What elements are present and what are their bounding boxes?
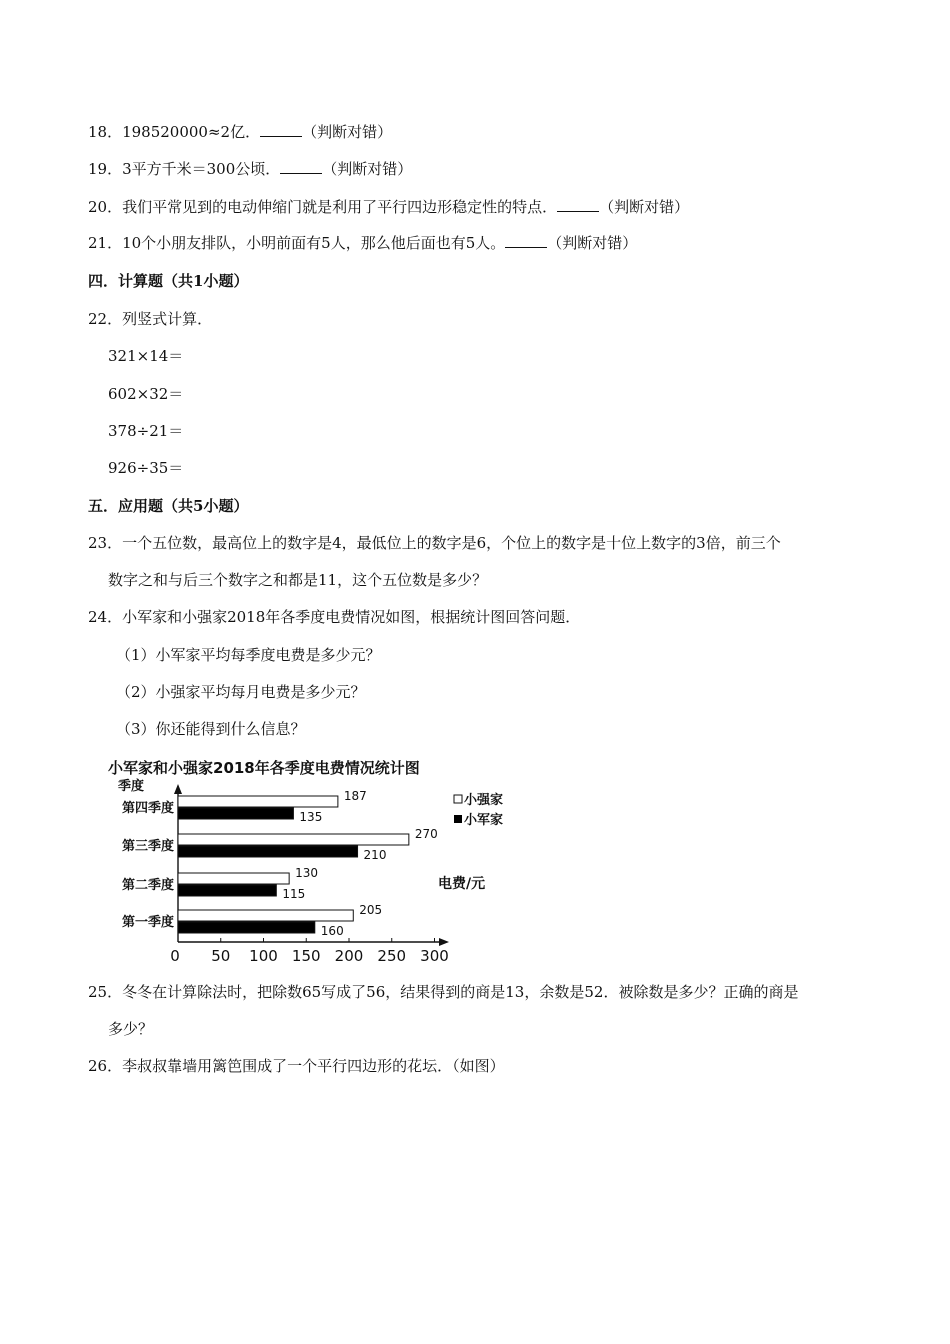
- y-axis-arrow: [174, 784, 182, 794]
- section-heading-application: 五．应用题（共5小题）: [88, 497, 249, 515]
- question-21: [88, 232, 637, 254]
- question-23-line-2: 数字之和与后三个数字之和都是11，这个五位数是多少？: [108, 571, 488, 589]
- x-tick-label-0: 0: [170, 947, 180, 965]
- x-tick-label-100: 100: [249, 947, 278, 965]
- x-tick-label-300: 300: [420, 947, 449, 965]
- question-18-hint: （判断对错）: [302, 123, 393, 141]
- question-22: 22．列竖式计算．: [88, 310, 213, 328]
- bar-xiaoqiang-q2: [178, 873, 289, 884]
- calc-item-4: 926÷35＝: [108, 459, 184, 477]
- bar-xiaojun-q1: [178, 922, 315, 933]
- question-24-sub-1: （1）小军家平均每季度电费是多少元？: [116, 646, 381, 664]
- chart-title: 小军家和小强家2018年各季度电费情况统计图: [108, 759, 420, 777]
- question-23-line-1: 23．一个五位数，最高位上的数字是4，最低位上的数字是6，个位上的数字是十位上数字的3倍，前三个: [88, 534, 781, 552]
- calc-item-1: 321×14＝: [108, 347, 184, 365]
- question-20: [88, 196, 689, 218]
- section-heading-calculation: 四．计算题（共1小题）: [88, 272, 249, 290]
- question-24-sub-3: （3）你还能得到什么信息？: [116, 720, 306, 738]
- calc-item-3: 378÷21＝: [108, 422, 184, 440]
- question-25-line-2: 多少？: [108, 1020, 154, 1038]
- question-20-text: 20．我们平常见到的电动伸缩门就是利用了平行四边形稳定性的特点．: [88, 198, 558, 216]
- x-tick-label-250: 250: [377, 947, 407, 965]
- data-label-xiaoqiang-q2: 130: [295, 866, 319, 880]
- answer-blank-20[interactable]: [557, 197, 599, 212]
- question-19-hint: （判断对错）: [322, 160, 413, 178]
- bar-xiaojun-q3: [178, 846, 358, 857]
- legend-label-xiaojun: 小军家: [464, 813, 504, 828]
- question-26: 26．李叔叔靠墙用篱笆围成了一个平行四边形的花坛．（如图）: [88, 1057, 505, 1075]
- question-24: 24．小军家和小强家2018年各季度电费情况如图，根据统计图回答问题．: [88, 608, 581, 626]
- question-20-hint: （判断对错）: [599, 198, 690, 216]
- category-label-q4: 第四季度: [121, 801, 174, 816]
- bar-xiaoqiang-q4: [178, 796, 338, 807]
- chart-xlabel: 电费/元: [438, 876, 486, 892]
- electricity-bar-chart: [108, 752, 516, 970]
- legend-swatch-xiaojun: [454, 815, 462, 823]
- data-label-xiaoqiang-q3: 270: [414, 827, 438, 841]
- data-label-xiaojun-q4: 135: [299, 810, 323, 824]
- chart-bars: [178, 789, 438, 938]
- category-label-q3: 第三季度: [121, 839, 174, 854]
- bar-xiaoqiang-q3: [178, 834, 409, 845]
- bar-xiaojun-q4: [178, 808, 293, 819]
- answer-blank-18[interactable]: [260, 122, 302, 137]
- x-tick-label-150: 150: [291, 947, 321, 965]
- data-label-xiaoqiang-q4: 187: [343, 789, 367, 803]
- question-19-text: 19．3平方千米＝300公顷．: [88, 160, 281, 178]
- bar-xiaoqiang-q1: [178, 910, 353, 921]
- bar-xiaojun-q2: [178, 885, 276, 896]
- question-19: [88, 158, 412, 180]
- answer-blank-21[interactable]: [505, 233, 547, 248]
- x-axis-arrow: [439, 938, 449, 946]
- legend-label-xiaoqiang: 小强家: [464, 793, 504, 808]
- question-21-hint: （判断对错）: [547, 234, 638, 252]
- x-tick-label-200: 200: [334, 947, 364, 965]
- question-25-line-1: 25．冬冬在计算除法时，把除数65写成了56，结果得到的商是13，余数是52．被除数是多少？正确的商是: [88, 983, 799, 1001]
- question-18: [88, 121, 392, 143]
- data-label-xiaojun-q3: 210: [363, 848, 387, 862]
- calc-item-2: 602×32＝: [108, 385, 184, 403]
- category-label-q1: 第一季度: [121, 915, 174, 930]
- question-21-text: 21．10个小朋友排队，小明前面有5人，那么他后面也有5人。: [88, 234, 506, 252]
- chart-ylabel: 季度: [118, 779, 145, 794]
- data-label-xiaojun-q1: 160: [320, 924, 344, 938]
- question-24-sub-2: （2）小强家平均每月电费是多少元？: [116, 683, 366, 701]
- chart-legend: [454, 792, 503, 828]
- legend-swatch-xiaoqiang: [454, 795, 462, 803]
- data-label-xiaojun-q2: 115: [282, 887, 306, 901]
- chart-categories: [122, 800, 174, 930]
- x-tick-label-50: 50: [211, 947, 231, 965]
- category-label-q2: 第二季度: [121, 878, 174, 893]
- answer-blank-19[interactable]: [280, 159, 322, 174]
- data-label-xiaoqiang-q1: 205: [359, 903, 383, 917]
- question-18-text: 18．198520000≈2亿．: [88, 123, 261, 141]
